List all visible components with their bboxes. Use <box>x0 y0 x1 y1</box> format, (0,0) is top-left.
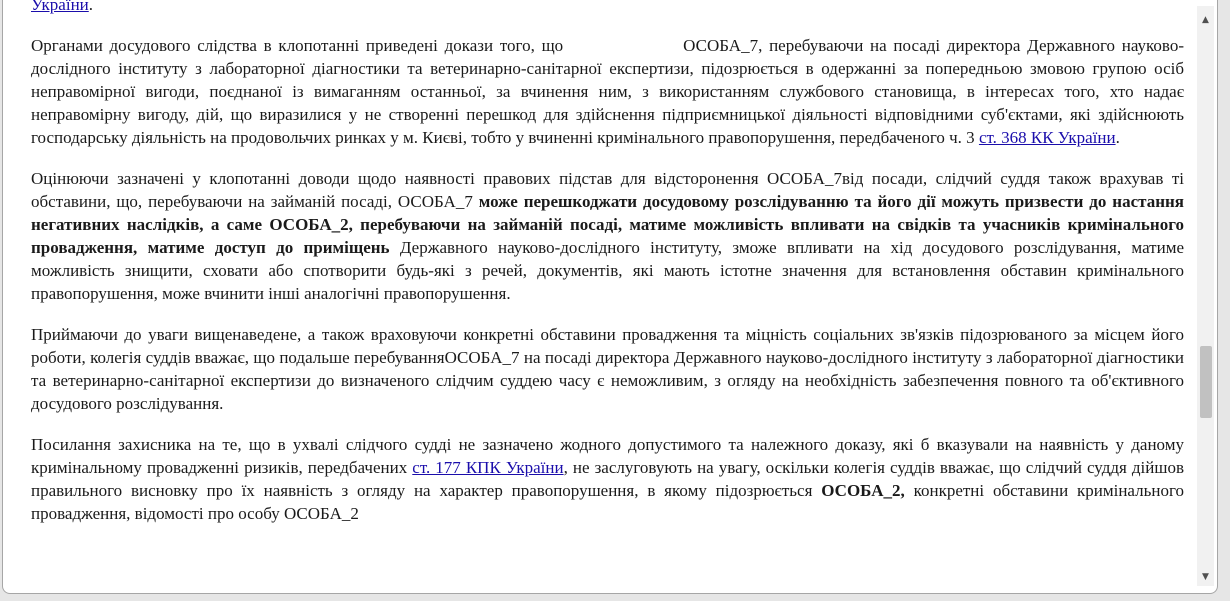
bold-text: може перешкоджати досудовому розслідуванню та його дії можуть призвести до настання негативних наслідків, а саме ОСОБА_2, перебуваючи на займаній посаді, матиме можливість впливати на свідків та учасників кримінального провадження, матиме доступ до приміщень <box>31 192 1184 257</box>
text-span: Державного науково-дослідного інституту, зможе впливати на хід досудового розслідування, матиме можливість знищити, сховати або спотворити будь-які з речей, документів, які мають істотне значення для встановлення обставин кримінального правопорушення, може вчинити інші аналогічні правопорушення. <box>31 238 1185 303</box>
paragraph-2 <box>31 167 1184 305</box>
text-span: конкретні обставини кримінального провадження, відомості про особу ОСОБА_2 <box>31 481 1185 523</box>
paragraph-1 <box>31 34 1184 149</box>
text-span: ОСОБА_7, перебуваючи на посаді директора Державного науково-дослідного інституту з лабораторної діагностики та ветеринарно-санітарної експертизи, підозрюється в одержанні за попередньою змовою групою осіб неправомірної вигоди, поєднаної із вимаганням останньої, за вчинення ним, з використанням службового становища, в інтересах того, хто надає неправомірну вигоду, дій, що виразилися у не створенні перешкод для здійснення підприємницької діяльності відповідними суб'єктами, які здійснюють господарську діяльність на продовольчих ринках у м. Києві, тобто у вчиненні кримінального правопорушення, передбаченого ч. 3 <box>31 36 1184 147</box>
document-text <box>31 0 1184 543</box>
text-span: Органами досудового слідства в клопотанні приведені докази того, що <box>31 36 564 55</box>
text-span: . <box>88 0 94 14</box>
paragraph-0 <box>31 0 1184 16</box>
law-link-art-368[interactable]: ст. 368 КК України <box>978 128 1116 147</box>
law-link[interactable]: України <box>31 0 89 14</box>
paragraph-4 <box>31 433 1184 525</box>
scroll-up-icon[interactable]: ▲ <box>1202 15 1209 25</box>
text-span: Посилання захисника на те, що в ухвалі слідчого судді не зазначено жодного допустимого та належного доказу, які б вказували на наявність у даному кримінальному провадженні ризиків, передбачених <box>31 435 1184 477</box>
vertical-scrollbar[interactable] <box>1197 6 1214 586</box>
law-link-art-177[interactable]: ст. 177 КПК України <box>412 458 564 477</box>
scrollbar-thumb[interactable] <box>1200 346 1212 418</box>
document-viewer <box>2 0 1218 594</box>
paragraph-3: Приймаючи до уваги вищенаведене, а також враховуючи конкретні обставини провадження та міцність соціальних зв'язків підозрюваного за місцем його роботи, колегія суддів вважає, що подальше перебуванняОСОБА_7 на посаді директора Державного науково-дослідного інституту з лабораторної діагностики та ветеринарно-санітарної експертизи до визначеного слідчим суддею часу є неможливим, з огляду на необхідність забезпечення повного та об'єктивного досудового розслідування. <box>31 325 1184 413</box>
text-span: Оцінюючи зазначені у клопотанні доводи щодо наявності правових підстав для відсторонення ОСОБА_7від посади, слідчий суддя також врахував ті обставини, що, перебуваючи на займаній посаді, ОСОБА_7 <box>31 169 1184 211</box>
text-span: . <box>1115 128 1120 147</box>
bold-text: ОСОБА_2, <box>821 481 905 500</box>
text-span: , не заслуговують на увагу, оскільки колегія суддів вважає, що слідчий суддя дійшов правильного висновку про їх наявність з огляду на характер правопорушення, в якому підозрюється <box>31 458 1184 500</box>
scroll-down-icon[interactable]: ▼ <box>1202 572 1209 582</box>
